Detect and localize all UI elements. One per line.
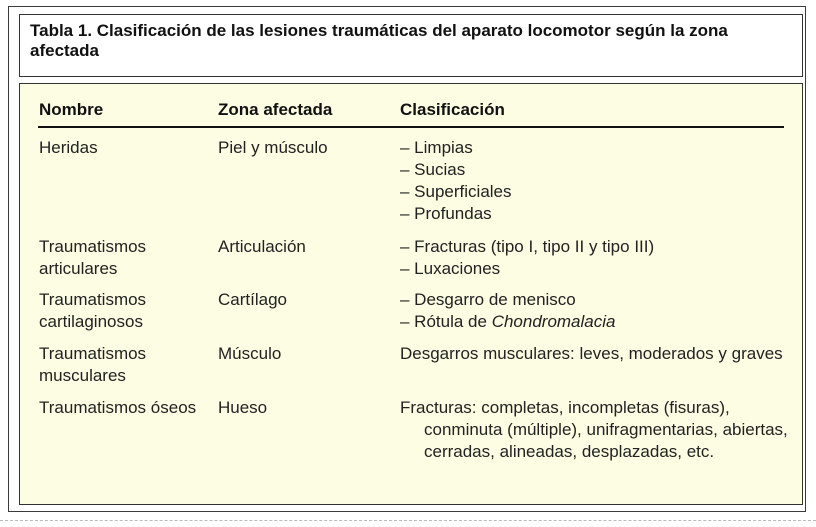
row-articulares-zone: Articulación	[218, 237, 306, 256]
classification-item-italic: Chondromalacia	[491, 312, 616, 331]
classification-text: Fracturas: completas, incompletas (fisuras), conminuta (múltiple), unifragmentarias, abiertas, cerradas, alineadas, desplazadas, etc.	[400, 398, 788, 461]
classification-text: Desgarros musculares: leves, moderados y graves	[400, 344, 783, 363]
table-title: Tabla 1. Clasificación de las lesiones traumáticas del aparato locomotor según la zona afectada	[30, 21, 728, 60]
column-header-classification: Clasificación	[400, 100, 505, 119]
row-heridas-zone: Piel y músculo	[218, 138, 328, 157]
row-cartilaginosos-zone: Cartílago	[218, 290, 287, 309]
column-header-zone: Zona afectada	[218, 100, 333, 119]
classification-table	[19, 83, 803, 505]
row-cartilaginosos-classification	[400, 289, 795, 333]
column-header-name: Nombre	[39, 100, 104, 119]
classification-item: – Fracturas (tipo I, tipo II y tipo III)	[400, 237, 655, 256]
row-articulares-name: Traumatismos articulares	[39, 237, 147, 278]
row-oseos-classification	[400, 397, 795, 463]
classification-item: – Profundas	[400, 204, 492, 223]
row-musculares-zone: Músculo	[218, 344, 282, 363]
classification-item: – Luxaciones	[400, 259, 501, 278]
row-oseos-name: Traumatismos óseos	[39, 398, 197, 417]
classification-item: – Limpias	[400, 138, 473, 157]
row-cartilaginosos-name: Traumatismos cartilaginosos	[39, 290, 147, 331]
row-heridas-name: Heridas	[39, 138, 98, 157]
classification-item-prefix: – Rótula de	[400, 312, 492, 331]
header-rule	[38, 126, 784, 128]
row-musculares-name: Traumatismos musculares	[39, 344, 147, 385]
row-heridas-classification	[400, 137, 795, 225]
row-oseos-zone: Hueso	[218, 398, 268, 417]
classification-item	[400, 311, 795, 333]
table-title-box	[19, 14, 803, 77]
row-musculares-classification	[400, 343, 795, 365]
classification-item: – Desgarro de menisco	[400, 290, 576, 309]
page-bottom-rule	[0, 520, 816, 521]
classification-item: – Superficiales	[400, 182, 512, 201]
classification-item: – Sucias	[400, 160, 466, 179]
row-articulares-classification	[400, 236, 795, 280]
